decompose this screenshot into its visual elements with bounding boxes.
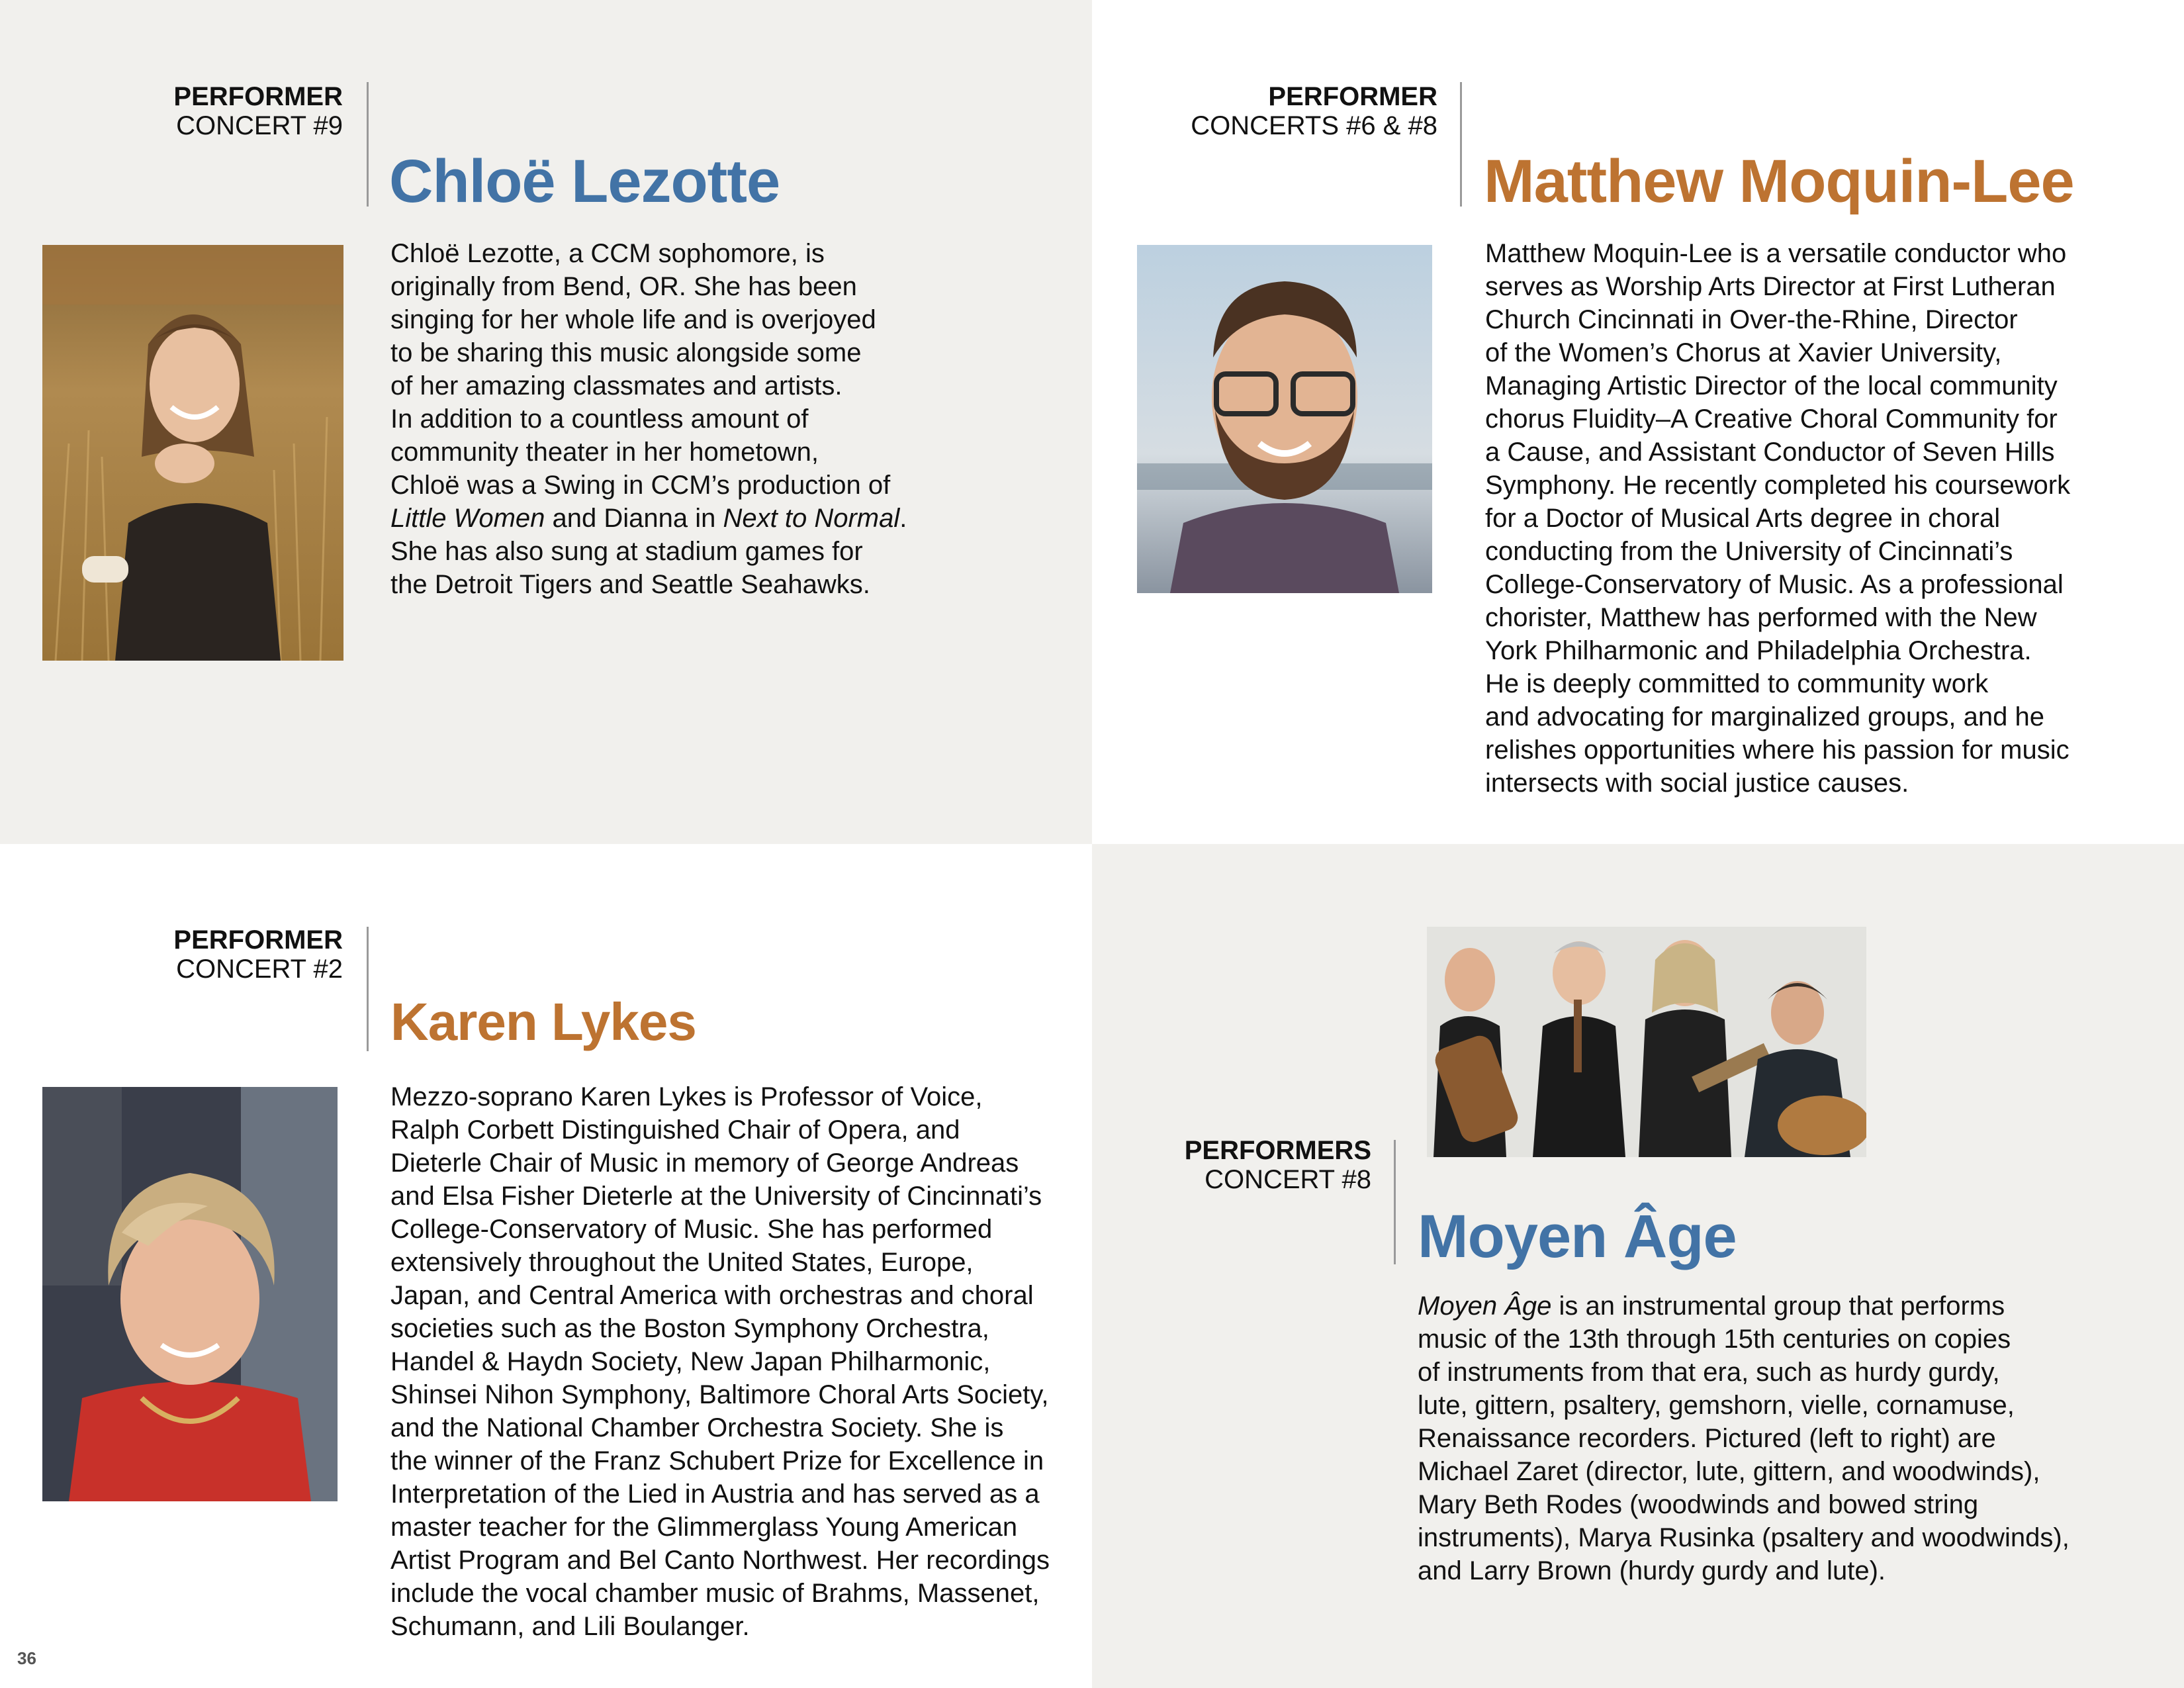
bio-line: community theater in her hometown, bbox=[390, 438, 819, 467]
bio-line: and advocating for marginalized groups, and he bbox=[1485, 702, 2044, 731]
bio-line: conducting from the University of Cincinnati’s bbox=[1485, 537, 2013, 566]
role-label: PERFORMER bbox=[1268, 82, 1437, 111]
bio-line: Chloë was a Swing in CCM’s production of bbox=[390, 471, 891, 500]
divider bbox=[1460, 82, 1462, 207]
portrait-photo bbox=[42, 1087, 338, 1501]
bio-line: and Larry Brown (hurdy gurdy and lute). bbox=[1418, 1556, 1886, 1585]
show-title: Next to Normal bbox=[723, 504, 900, 533]
bio-line: and the National Chamber Orchestra Society. She is bbox=[390, 1413, 1004, 1442]
bio-line: chorister, Matthew has performed with the New bbox=[1485, 603, 2037, 632]
bio-line: serves as Worship Arts Director at First Lutheran bbox=[1485, 272, 2056, 301]
bio-line: He is deeply committed to community work bbox=[1485, 669, 1989, 698]
bio-line bbox=[390, 502, 933, 535]
bio-line: include the vocal chamber music of Brahms, Massenet, bbox=[390, 1579, 1040, 1608]
show-title: Little Women bbox=[390, 504, 545, 533]
role-label: PERFORMER bbox=[173, 925, 343, 955]
role-label: PERFORMERS bbox=[1184, 1136, 1371, 1165]
bio-line: to be sharing this music alongside some bbox=[390, 338, 862, 367]
bio-line: College-Conservatory of Music. She has performed bbox=[390, 1215, 993, 1244]
bio-line: Matthew Moquin-Lee is a versatile conductor who bbox=[1485, 239, 2067, 268]
bio-text: and Dianna in bbox=[545, 504, 723, 533]
bio-text: is an instrumental group that performs bbox=[1551, 1291, 2005, 1321]
bio-line: music of the 13th through 15th centuries on copies bbox=[1418, 1325, 2011, 1354]
bio-line: a Cause, and Assistant Conductor of Seven Hills bbox=[1485, 438, 2055, 467]
bio-line bbox=[1418, 1289, 2159, 1323]
performer-label bbox=[66, 82, 343, 140]
bio-line: Managing Artistic Director of the local community bbox=[1485, 371, 2058, 400]
bio-line: Renaissance recorders. Pictured (left to right) are bbox=[1418, 1424, 1996, 1453]
bio-line: Dieterle Chair of Music in memory of George Andreas bbox=[390, 1149, 1019, 1178]
bio-line: the Detroit Tigers and Seattle Seahawks. bbox=[390, 570, 870, 599]
performer-label bbox=[66, 925, 343, 984]
bio-line: instruments), Marya Rusinka (psaltery and woodwinds), bbox=[1418, 1523, 2070, 1552]
performer-label bbox=[1125, 82, 1437, 140]
bio-line: master teacher for the Glimmerglass Young American bbox=[390, 1513, 1018, 1542]
bio-line: relishes opportunities where his passion for music bbox=[1485, 735, 2070, 765]
performer-name: Matthew Moquin-Lee bbox=[1484, 148, 2074, 215]
group-name: Moyen Âge bbox=[1418, 1291, 1552, 1321]
performer-name: Chloë Lezotte bbox=[389, 148, 780, 215]
bio-line: Handel & Haydn Society, New Japan Philharmonic, bbox=[390, 1347, 991, 1376]
bio-line: of instruments from that era, such as hurdy gurdy, bbox=[1418, 1358, 2000, 1387]
bio-line: Schumann, and Lili Boulanger. bbox=[390, 1612, 750, 1641]
bio-line: Shinsei Nihon Symphony, Baltimore Choral Arts Society, bbox=[390, 1380, 1049, 1409]
concert-label: CONCERT #2 bbox=[176, 955, 343, 984]
divider bbox=[367, 927, 369, 1051]
bio-line: for a Doctor of Musical Arts degree in choral bbox=[1485, 504, 2001, 533]
bio-line: originally from Bend, OR. She has been bbox=[390, 272, 857, 301]
bio-line: Artist Program and Bel Canto Northwest. Her recordings bbox=[390, 1546, 1050, 1575]
bio-line: Ralph Corbett Distinguished Chair of Opera, and bbox=[390, 1115, 960, 1145]
portrait-photo bbox=[42, 245, 343, 661]
bio-line: and Elsa Fisher Dieterle at the University of Cincinnati’s bbox=[390, 1182, 1042, 1211]
concert-label: CONCERTS #6 & #8 bbox=[1191, 111, 1437, 140]
bio-text: . bbox=[899, 504, 907, 533]
bio-line: singing for her whole life and is overjoyed bbox=[390, 305, 876, 334]
page-number: 36 bbox=[17, 1648, 36, 1668]
performer-bio bbox=[390, 237, 933, 601]
performer-label bbox=[1125, 1136, 1371, 1194]
bio-line: chorus Fluidity–A Creative Choral Community for bbox=[1485, 404, 2058, 434]
performer-bio bbox=[1418, 1289, 2159, 1587]
divider bbox=[367, 82, 369, 207]
portrait-photo bbox=[1137, 245, 1432, 593]
performer-name: Moyen Âge bbox=[1418, 1203, 1737, 1270]
bio-line: In addition to a countless amount of bbox=[390, 404, 809, 434]
bio-line: York Philharmonic and Philadelphia Orchestra. bbox=[1485, 636, 2032, 665]
performer-name: Karen Lykes bbox=[390, 992, 696, 1051]
bio-line: She has also sung at stadium games for bbox=[390, 537, 863, 566]
bio-line: Church Cincinnati in Over-the-Rhine, Director bbox=[1485, 305, 2018, 334]
bio-line: Japan, and Central America with orchestras and choral bbox=[390, 1281, 1034, 1310]
bio-line: of her amazing classmates and artists. bbox=[390, 371, 842, 400]
bio-line: intersects with social justice causes. bbox=[1485, 769, 1909, 798]
bio-line: Chloë Lezotte, a CCM sophomore, is bbox=[390, 239, 825, 268]
bio-line: College-Conservatory of Music. As a professional bbox=[1485, 570, 2064, 599]
divider bbox=[1394, 1140, 1396, 1264]
concert-label: CONCERT #9 bbox=[176, 111, 343, 140]
concert-label: CONCERT #8 bbox=[1205, 1165, 1371, 1194]
role-label: PERFORMER bbox=[173, 82, 343, 111]
bio-line: extensively throughout the United States, Europe, bbox=[390, 1248, 974, 1277]
bio-line: of the Women’s Chorus at Xavier University, bbox=[1485, 338, 2002, 367]
bio-line: lute, gittern, psaltery, gemshorn, vielle, cornamuse, bbox=[1418, 1391, 2015, 1420]
performer-bio bbox=[390, 1080, 1066, 1643]
bio-line: Michael Zaret (director, lute, gittern, and woodwinds), bbox=[1418, 1457, 2040, 1486]
bio-line: Symphony. He recently completed his coursework bbox=[1485, 471, 2071, 500]
bio-line: the winner of the Franz Schubert Prize for Excellence in bbox=[390, 1446, 1044, 1476]
bio-line: societies such as the Boston Symphony Orchestra, bbox=[390, 1314, 989, 1343]
bio-line: Interpretation of the Lied in Austria and has served as a bbox=[390, 1479, 1040, 1509]
group-photo bbox=[1427, 927, 1866, 1157]
bio-line: Mezzo-soprano Karen Lykes is Professor of Voice, bbox=[390, 1082, 983, 1111]
performer-bio bbox=[1485, 237, 2167, 800]
bio-line: Mary Beth Rodes (woodwinds and bowed string bbox=[1418, 1490, 1979, 1519]
